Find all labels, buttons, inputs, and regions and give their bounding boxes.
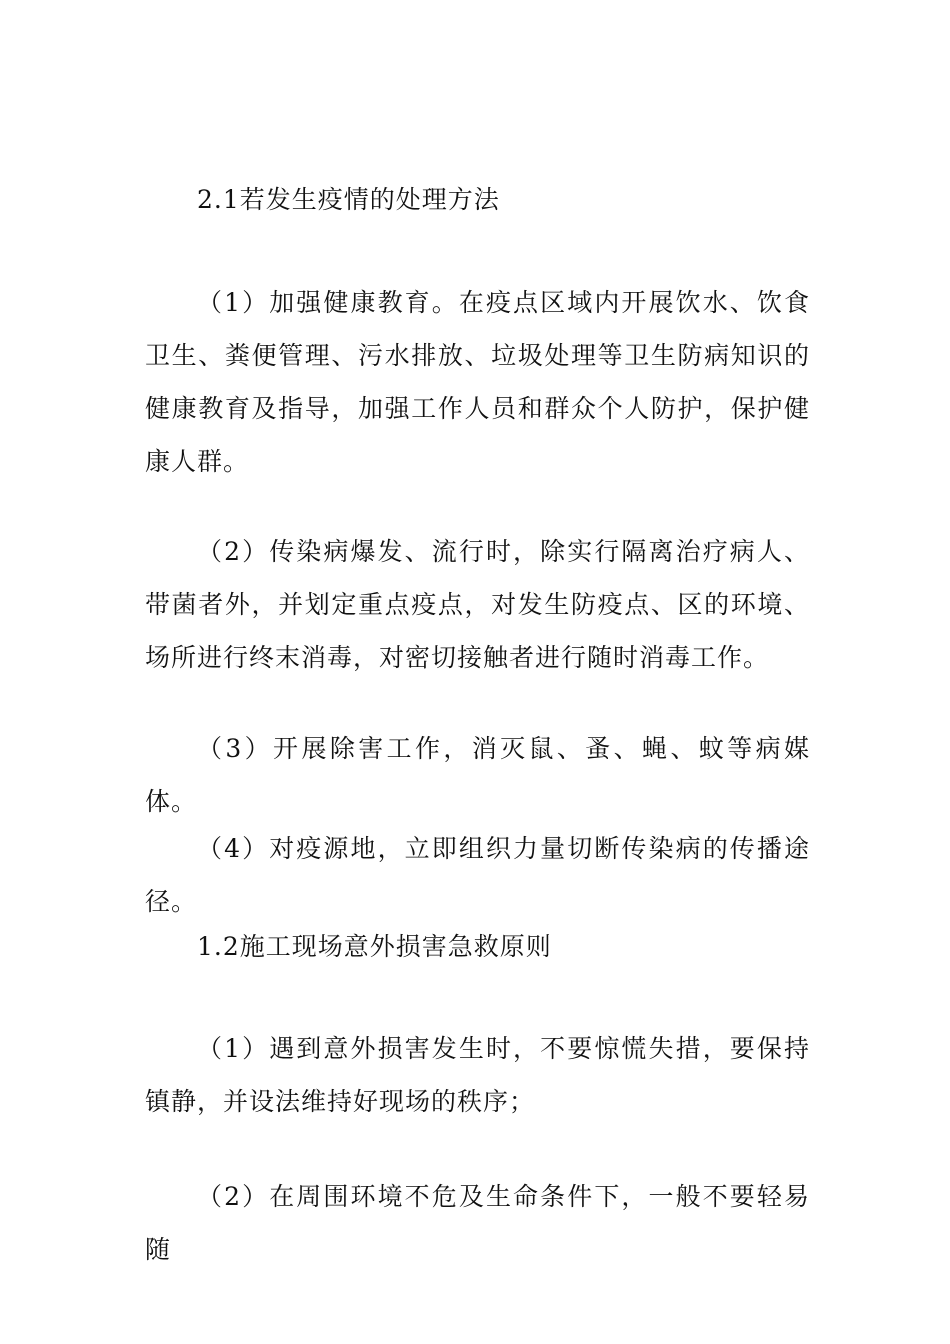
section-heading-2-1: 2.1若发生疫情的处理方法	[197, 185, 500, 214]
paragraph-health-education: （1）加强健康教育。在疫点区域内开展饮水、饮食卫生、粪便管理、污水排放、垃圾处理等卫生防病知识的健康教育及指导，加强工作人员和群众个人防护，保护健康人群。	[145, 288, 810, 476]
section-heading-1-2: 1.2施工现场意外损害急救原则	[197, 932, 552, 961]
paragraph-stay-calm: （1）遇到意外损害发生时，不要惊慌失措，要保持镇静，并设法维持好现场的秩序；	[145, 1034, 810, 1116]
paragraph-do-not-move: （2）在周围环境不危及生命条件下，一般不要轻易随	[145, 1182, 810, 1264]
paragraph-cut-transmission: （4）对疫源地，立即组织力量切断传染病的传播途径。	[145, 834, 810, 916]
paragraph-pest-control: （3）开展除害工作，消灭鼠、蚤、蝇、蚊等病媒体。	[145, 734, 810, 816]
paragraph-outbreak-disinfection: （2）传染病爆发、流行时，除实行隔离治疗病人、带菌者外，并划定重点疫点，对发生防疫点、区的环境、场所进行终末消毒，对密切接触者进行随时消毒工作。	[145, 537, 810, 672]
